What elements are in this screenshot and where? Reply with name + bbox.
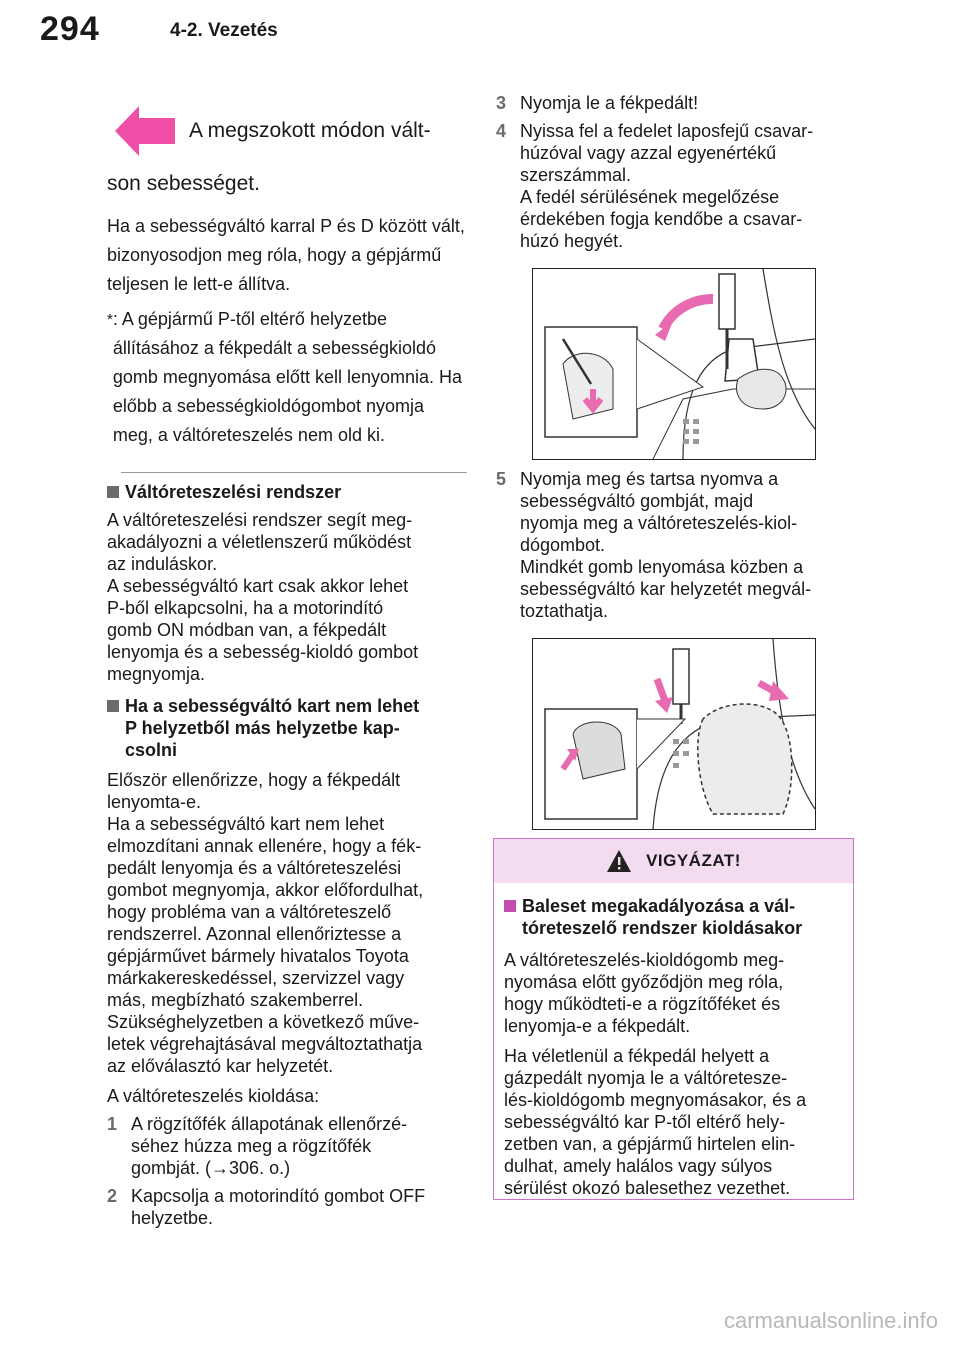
warning-box bbox=[493, 838, 854, 1200]
intro-line-2: son sebességet. bbox=[107, 172, 260, 195]
paragraph-shift-lock: A váltóreteszelési rendszer segít meg- akadályozni a véletlenszerű működést az induláskor. A sebességváltó kart csak akkor lehet P-ből elkapcsolni, ha a motorindító gomb ON módban van, a fékpedált lenyomja és a sebesség-kioldó gombot megnyomja. bbox=[107, 510, 419, 684]
warning-paragraph-1: A váltóreteszelés-kioldógomb meg- nyomása előtt győződjön meg róla, hogy működteti-e a rögzítőféket és lenyomja-e a fékpedált. bbox=[504, 950, 785, 1036]
heading-cannot-shift bbox=[107, 695, 467, 761]
step-1 bbox=[107, 1113, 467, 1179]
step-3 bbox=[496, 92, 856, 114]
bullet-square-icon bbox=[107, 486, 119, 498]
step-text: Nyomja le a fékpedált! bbox=[520, 93, 699, 113]
intro-line-1: A megszokott módon vált- bbox=[189, 119, 431, 142]
footnote bbox=[107, 305, 467, 450]
warning-triangle-icon bbox=[606, 849, 632, 873]
step-number: 3 bbox=[496, 93, 507, 113]
heading-shift-lock bbox=[107, 481, 467, 503]
step-5 bbox=[496, 468, 856, 622]
paragraph-check-brake: Először ellenőrizze, hogy a fékpedált lenyomta-e. Ha a sebességváltó kart nem lehet elmozdítani annak ellenére, hogy a fék- pedált lenyomja és a váltóreteszelési gombot megnyomja, akkor előfordulhat, hogy probléma van a váltóreteszelő rendszerrel. Azonnal ellenőriztesse a gépjárművet bármely hivatalos Toyota márkakereskedéssel, szervizzel vagy más, megbízható szakemberrel. Szükséghelyzetben a következő műve- letek végrehajtásával megváltoztathatja az előválasztó kar helyzetét. bbox=[107, 770, 424, 1076]
right-column bbox=[496, 92, 856, 252]
step-number: 4 bbox=[496, 121, 507, 141]
bullet-square-icon bbox=[107, 700, 119, 712]
figure-release-button bbox=[532, 638, 816, 830]
step-text: A rögzítőfék állapotának ellenőrzé- séhez húzza meg a rögzítőfék gombját. (→306. o.) bbox=[131, 1114, 408, 1178]
footnote-mark: * bbox=[107, 311, 113, 328]
step-2 bbox=[107, 1185, 467, 1229]
step-4 bbox=[496, 120, 856, 252]
watermark: carmanualsonline.info bbox=[723, 1308, 938, 1333]
right-column-lower bbox=[496, 468, 856, 622]
step-number: 5 bbox=[496, 469, 507, 489]
page-number: 294 bbox=[40, 10, 100, 48]
paragraph-release-intro: A váltóreteszelés kioldása: bbox=[107, 1086, 320, 1106]
bullet-square-icon bbox=[504, 900, 516, 912]
warning-title: VIGYÁZAT! bbox=[646, 851, 741, 870]
step-text: Nyissa fel a fedelet laposfejű csavar- húzóval vagy azzal egyenértékű szerszámmal. A fedél sérülésének megelőzése érdekében fogja kendőbe a csavar- húzó hegyét. bbox=[520, 121, 814, 251]
warning-paragraph-2: Ha véletlenül a fékpedál helyett a gázpedált nyomja le a váltóretesze- lés-kioldógomb megnyomásakor, és a sebességváltó kar P-től eltérő hely- zetben van, a gépjármű hirtelen elin- dulhat, amely halálos vagy súlyos sérülést okozó balesethez vezethet. bbox=[504, 1046, 807, 1198]
step-text: Nyomja meg és tartsa nyomva a sebességváltó gombját, majd nyomja meg a váltóreteszelés-kiol- dógombot. Mindkét gomb lenyomása közben a sebességváltó kar helyzetét megvál- toztathatja. bbox=[520, 469, 812, 621]
step-number: 1 bbox=[107, 1114, 118, 1134]
left-arrow-icon bbox=[115, 106, 175, 156]
step-number: 2 bbox=[107, 1186, 118, 1206]
figure-open-cover bbox=[532, 268, 816, 460]
footnote-text: : A gépjármű P-től eltérő helyzetbe állításához a fékpedált a sebességkioldó gomb megnyomása előtt kell lenyomnia. Ha előbb a sebességkioldógombot nyomja meg, a váltóreteszelés nem old ki. bbox=[112, 309, 463, 445]
divider bbox=[121, 472, 467, 473]
warning-body bbox=[494, 883, 853, 1199]
intro-arrow-row bbox=[115, 106, 431, 156]
heading-text: Váltóreteszelési rendszer bbox=[125, 482, 342, 502]
heading-text: Ha a sebességváltó kart nem lehet P helyzetből más helyzetbe kap- csolni bbox=[125, 696, 420, 760]
warning-header bbox=[494, 839, 853, 883]
step-text: Kapcsolja a motorindító gombot OFF helyzetbe. bbox=[131, 1186, 426, 1228]
heading-text: Baleset megakadályozása a vál- tóreteszelő rendszer kioldásakor bbox=[522, 896, 803, 938]
warning-heading bbox=[504, 895, 843, 939]
left-column bbox=[107, 172, 467, 1229]
section-title: 4-2. Vezetés bbox=[170, 20, 278, 41]
paragraph-shift-pd: Ha a sebességváltó karral P és D között vált, bizonyosodjon meg róla, hogy a gépjármű teljesen le lett-e állítva. bbox=[107, 216, 465, 294]
shift-lever-illustration-icon bbox=[533, 639, 815, 829]
screwdriver-illustration-icon bbox=[533, 269, 815, 459]
